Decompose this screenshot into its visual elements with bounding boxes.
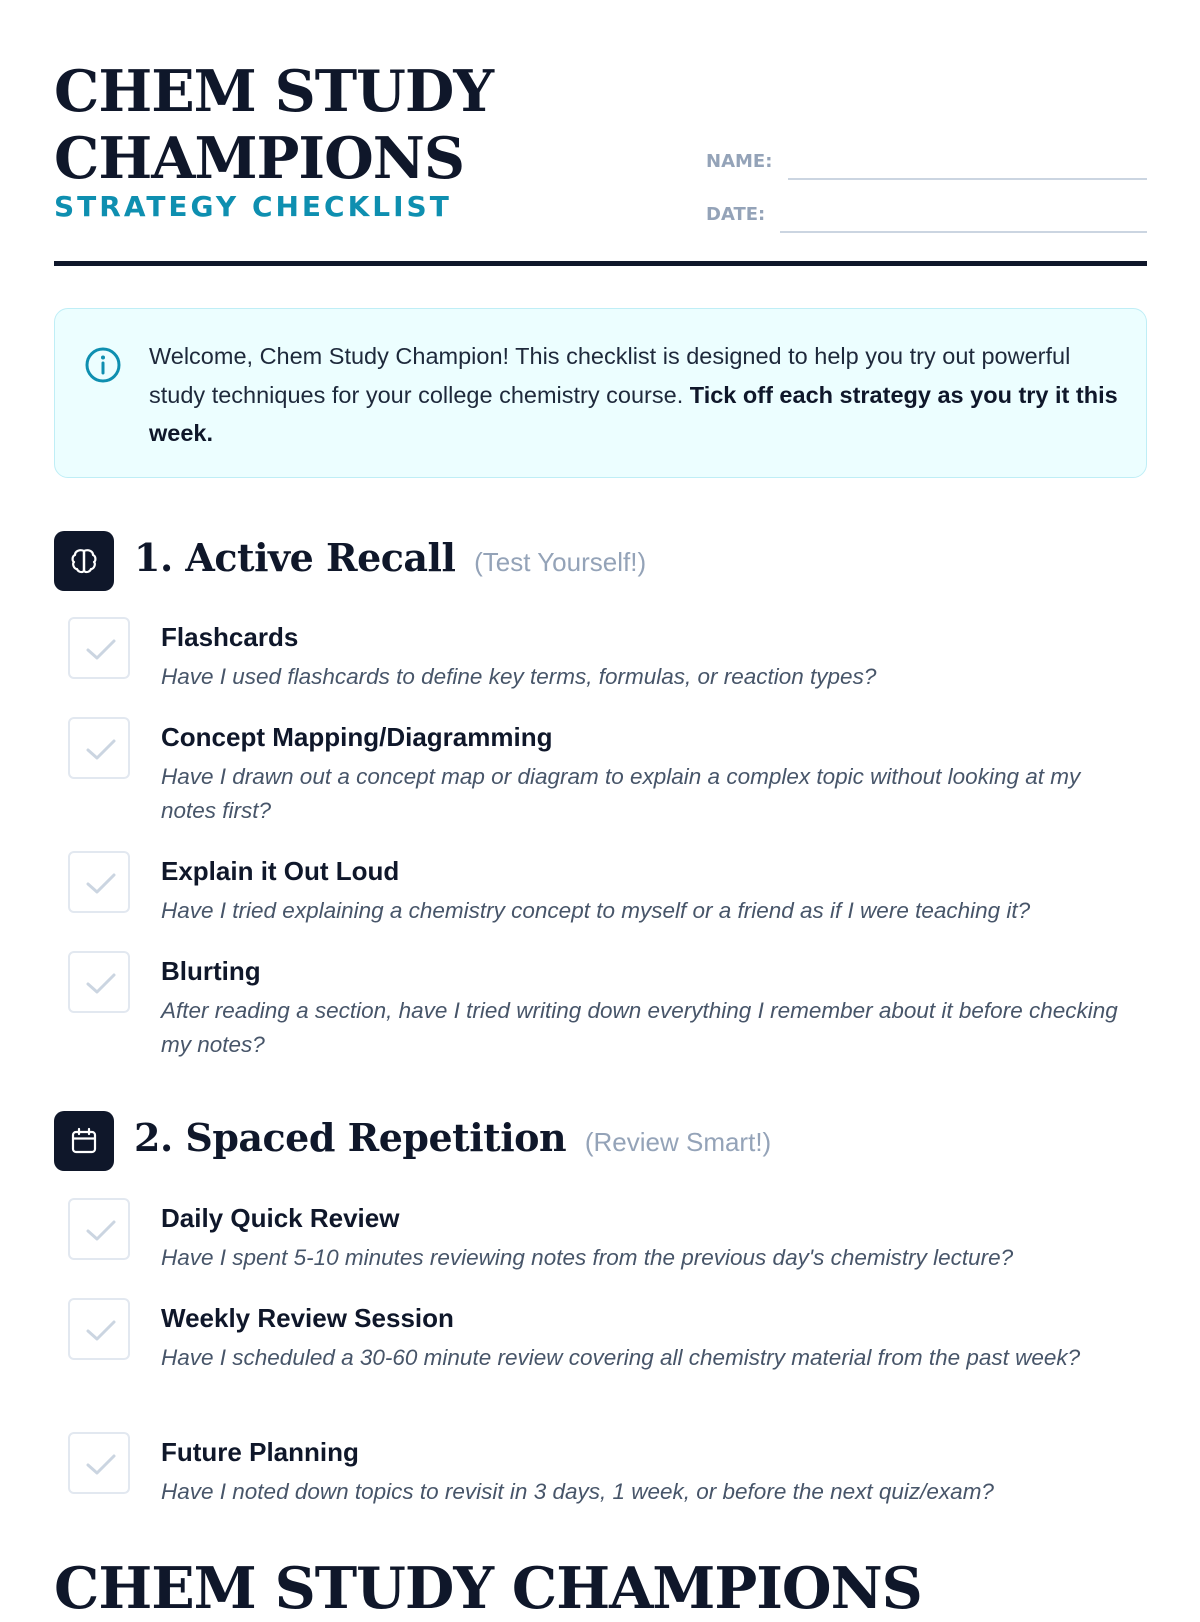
- checkbox[interactable]: [68, 1432, 130, 1494]
- header-divider: [54, 261, 1147, 266]
- section-title: [134, 1115, 771, 1160]
- section-name: Active Recall: [185, 535, 456, 580]
- check-icon: [85, 1452, 117, 1478]
- section-subtitle: (Test Yourself!): [474, 547, 647, 577]
- item-description: Have I drawn out a concept map or diagram to explain a complex topic without looking at my notes first?: [161, 764, 1081, 823]
- item-title: Concept Mapping/Diagramming: [161, 722, 553, 752]
- item-title: Weekly Review Session: [161, 1303, 454, 1333]
- checkbox[interactable]: [68, 617, 130, 679]
- checkbox[interactable]: [68, 1298, 130, 1360]
- section-active-recall: [54, 531, 1147, 591]
- info-icon: [83, 345, 123, 385]
- name-line[interactable]: [788, 178, 1147, 180]
- section-number: 2.: [134, 1115, 173, 1160]
- next-page-title: CHEM STUDY CHAMPIONS: [54, 1555, 922, 1622]
- page-subtitle: STRATEGY CHECKLIST: [54, 190, 452, 223]
- section-name: Spaced Repetition: [185, 1115, 567, 1160]
- section-number: 1.: [134, 535, 173, 580]
- info-text: [149, 337, 1124, 453]
- item-title: Blurting: [161, 956, 261, 986]
- name-field[interactable]: [706, 140, 1147, 180]
- item-description: Have I scheduled a 30-60 minute review covering all chemistry material from the past week?: [161, 1345, 1081, 1370]
- item-title: Daily Quick Review: [161, 1203, 400, 1233]
- info-emphasis: Tick off each strategy as you try it this week.: [149, 381, 1118, 446]
- item-description: Have I noted down topics to revisit in 3 days, 1 week, or before the next quiz/exam?: [161, 1479, 994, 1504]
- brain-icon: [54, 531, 114, 591]
- check-icon: [85, 637, 117, 663]
- checkbox[interactable]: [68, 851, 130, 913]
- section-title: [134, 535, 646, 580]
- check-icon: [85, 871, 117, 897]
- check-icon: [85, 1218, 117, 1244]
- info-message: Welcome, Chem Study Champion! This checklist is designed to help you try out powerful study techniques for your college chemistry course.: [149, 343, 1071, 408]
- item-description: Have I spent 5-10 minutes reviewing notes from the previous day's chemistry lecture?: [161, 1245, 1014, 1270]
- item-title: Future Planning: [161, 1437, 359, 1467]
- checkbox[interactable]: [68, 1198, 130, 1260]
- section-subtitle: (Review Smart!): [584, 1127, 772, 1157]
- checkbox[interactable]: [68, 951, 130, 1013]
- item-title: Explain it Out Loud: [161, 856, 400, 886]
- check-icon: [85, 737, 117, 763]
- date-field[interactable]: [706, 193, 1147, 233]
- item-description: Have I tried explaining a chemistry concept to myself or a friend as if I were teaching it?: [161, 898, 1031, 923]
- item-description: Have I used flashcards to define key terms, formulas, or reaction types?: [161, 664, 877, 689]
- item-title: Flashcards: [161, 622, 299, 652]
- page-title: CHEM STUDY CHAMPIONS: [54, 58, 494, 192]
- date-label: DATE:: [706, 204, 766, 225]
- checkbox[interactable]: [68, 717, 130, 779]
- info-box: [54, 308, 1147, 478]
- name-label: NAME:: [706, 151, 773, 172]
- calendar-icon: [54, 1111, 114, 1171]
- date-line[interactable]: [780, 231, 1147, 233]
- item-description: After reading a section, have I tried writing down everything I remember about it before checking my notes?: [161, 998, 1118, 1057]
- section-spaced-repetition: [54, 1111, 1147, 1171]
- check-icon: [85, 971, 117, 997]
- check-icon: [85, 1318, 117, 1344]
- page-header: [54, 58, 1147, 268]
